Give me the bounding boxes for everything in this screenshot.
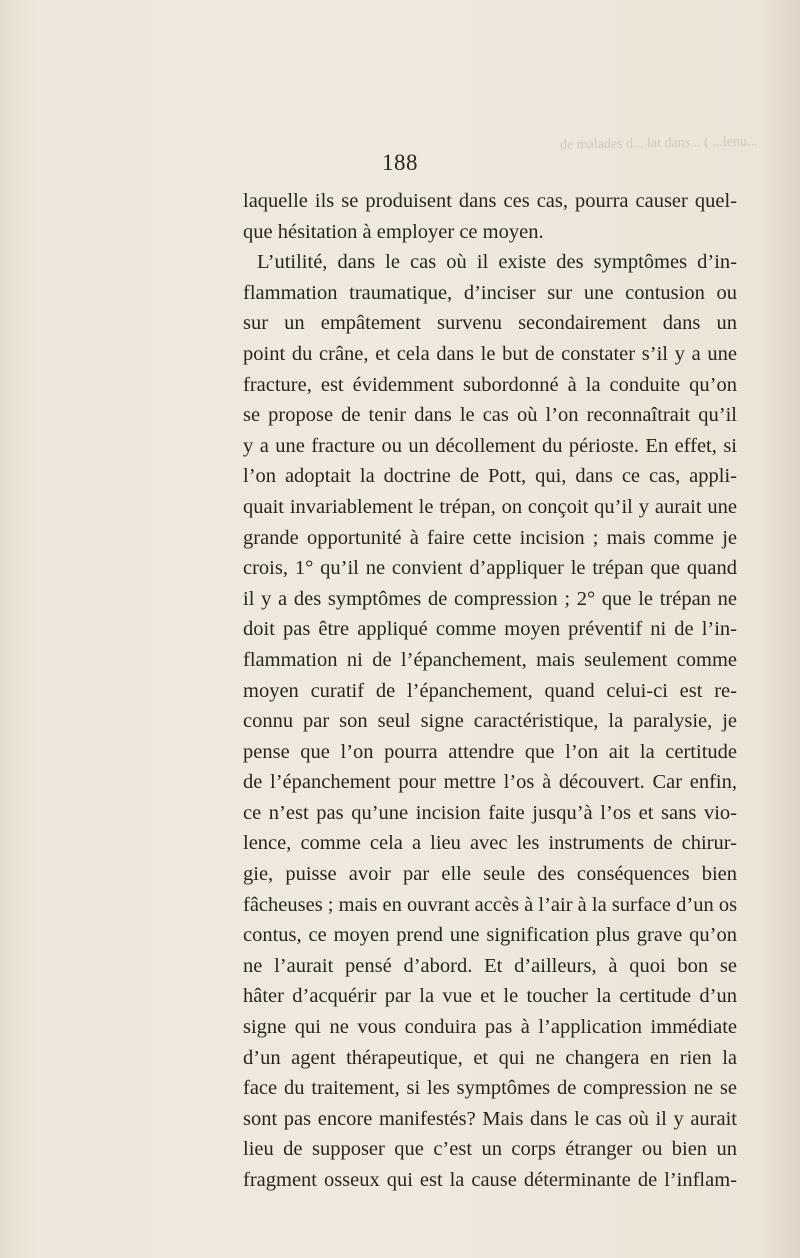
text-line: hâter d’acquérir par la vue et le toucher la certitude d’un: [243, 985, 737, 1008]
text-line: que hésitation à employer ce moyen.: [243, 220, 544, 243]
bleed-through-text: de malades d... lat dans... ( ...lenu...: [559, 134, 758, 153]
text-line: flammation ni de l’épanchement, mais seulement comme: [243, 648, 737, 671]
text-line: laquelle ils se produisent dans ces cas, pourra causer quel-: [243, 190, 737, 212]
text-line: fragment osseux qui est la cause déterminante de l’inflam-: [243, 1169, 737, 1191]
text-line: moyen curatif de l’épanchement, quand celui-ci est re-: [243, 679, 737, 702]
text-line: l’on adoptait la doctrine de Pott, qui, dans ce cas, appli-: [243, 465, 737, 488]
text-line: connu par son seul signe caractéristique, la paralysie, je: [243, 710, 737, 733]
text-line: L’utilité, dans le cas où il existe des symptômes d’in-: [257, 251, 737, 274]
text-line: flammation traumatique, d’inciser sur une contusion ou: [243, 281, 737, 304]
text-line: contus, ce moyen prend une signification plus grave qu’on: [243, 924, 737, 947]
text-line: face du traitement, si les symptômes de compression ne se: [243, 1077, 737, 1100]
text-line: crois, 1° qu’il ne convient d’appliquer le trépan que quand: [243, 557, 737, 580]
text-line: point du crâne, et cela dans le but de constater s’il y a une: [243, 342, 737, 365]
page-number: 188: [382, 150, 418, 175]
text-line: grande opportunité à faire cette incision ; mais comme je: [243, 526, 737, 549]
text-line: quait invariablement le trépan, on conçoit qu’il y aurait une: [243, 495, 737, 518]
text-line: lence, comme cela a lieu avec les instruments de chirur-: [243, 832, 737, 855]
text-line: il y a des symptômes de compression ; 2° que le trépan ne: [243, 587, 737, 610]
text-line: fracture, est évidemment subordonné à la conduite qu’on: [243, 373, 737, 396]
text-line: se propose de tenir dans le cas où l’on reconnaîtrait qu’il: [243, 404, 737, 427]
text-line: pense que l’on pourra attendre que l’on ait la certitude: [243, 740, 737, 763]
text-line: gie, puisse avoir par elle seule des conséquences bien: [243, 863, 737, 886]
text-line: sur un empâtement survenu secondairement dans un: [243, 312, 737, 335]
text-line: d’un agent thérapeutique, et qui ne changera en rien la: [243, 1046, 737, 1069]
text-line: sont pas encore manifestés? Mais dans le cas où il y aurait: [243, 1107, 737, 1130]
text-line: de l’épanchement pour mettre l’os à découvert. Car enfin,: [243, 771, 737, 794]
text-line: ce n’est pas qu’une incision faite jusqu’à l’os et sans vio-: [243, 801, 737, 824]
text-line: doit pas être appliqué comme moyen préventif ni de l’in-: [243, 618, 737, 641]
text-line: ne l’aurait pensé d’abord. Et d’ailleurs, à quoi bon se: [243, 954, 737, 977]
text-line: lieu de supposer que c’est un corps étranger ou bien un: [243, 1138, 737, 1161]
body-text: [243, 186, 737, 1196]
text-line: fâcheuses ; mais en ouvrant accès à l’air à la surface d’un os: [243, 893, 737, 916]
text-line: y a une fracture ou un décollement du périoste. En effet, si: [243, 434, 737, 457]
text-line: signe qui ne vous conduira pas à l’application immédiate: [243, 1016, 737, 1039]
